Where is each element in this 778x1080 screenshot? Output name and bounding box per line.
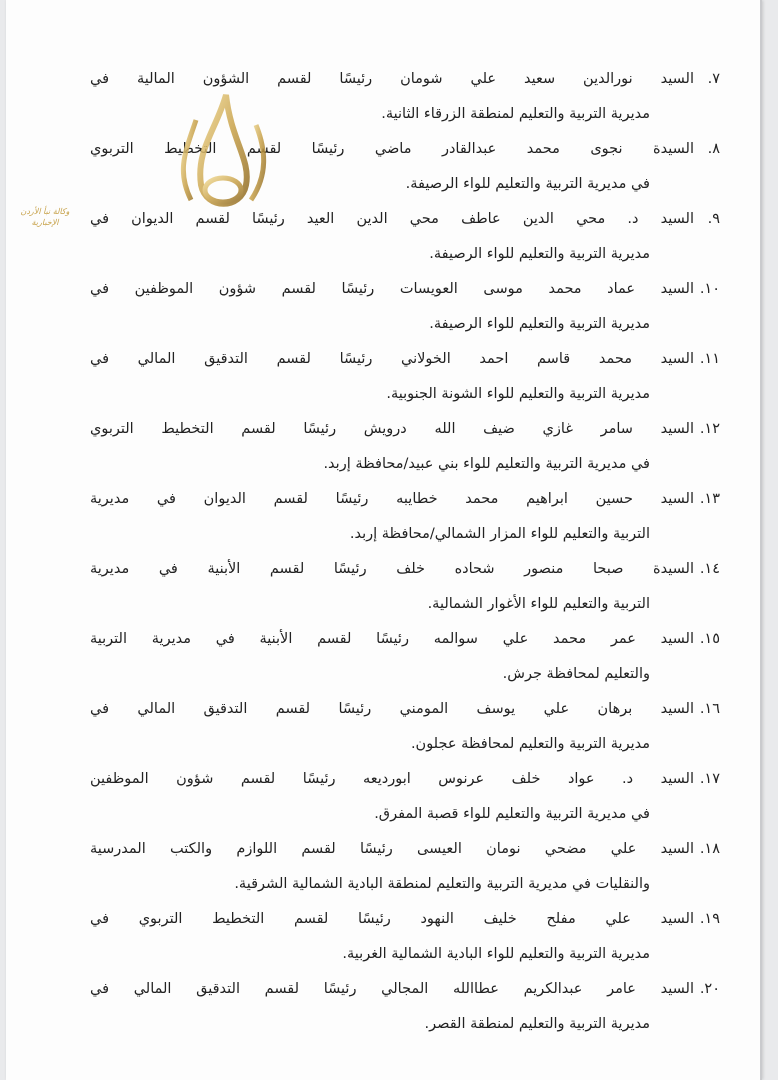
item-number: ١٥. — [699, 631, 720, 647]
item-number: ١٠. — [699, 281, 720, 297]
item-text-line-1: السيد د. عواد خلف عرنوس ابورديعه رئيسًا لقسم شؤون الموظفين — [90, 771, 694, 787]
item-text-line-2: التربية والتعليم للواء الأغوار الشمالية. — [427, 596, 650, 612]
item-text-line-1: السيد عمر محمد علي سوالمه رئيسًا لقسم الأبنية في مديرية التربية — [90, 631, 694, 647]
item-text-line-2: مديرية التربية والتعليم للواء الرصيفة. — [429, 316, 650, 332]
item-number: ١٨. — [699, 841, 720, 857]
item-number: ١٩. — [699, 911, 720, 927]
item-number: ١٢. — [699, 421, 720, 437]
item-number: ٨. — [707, 141, 720, 157]
item-number: ٢٠. — [699, 981, 720, 997]
list-item — [90, 692, 720, 762]
item-number: ٩. — [707, 211, 720, 227]
list-item — [90, 972, 720, 1042]
item-text-line-1: السيد حسين ابراهيم محمد خطايبه رئيسًا لقسم الديوان في مديرية — [90, 491, 694, 507]
item-number: ٧. — [707, 71, 720, 87]
item-number: ١٧. — [699, 771, 720, 787]
item-text-line-2: في مديرية التربية والتعليم للواء قصبة المفرق. — [374, 806, 650, 822]
list-item — [90, 272, 720, 342]
item-number: ١٤. — [699, 561, 720, 577]
list-item — [90, 342, 720, 412]
item-text-line-1: السيدة نجوى محمد عبدالقادر ماضي رئيسًا لقسم التخطيط التربوي — [90, 141, 694, 157]
item-text-line-2: والتعليم لمحافظة جرش. — [502, 666, 650, 682]
item-text-line-2: في مديرية التربية والتعليم للواء بني عبيد/محافظة إربد. — [323, 456, 650, 472]
list-item — [90, 552, 720, 622]
item-text-line-2: مديرية التربية والتعليم لمحافظة عجلون. — [410, 736, 650, 752]
item-text-line-2: مديرية التربية والتعليم لمنطقة القصر. — [424, 1016, 650, 1032]
item-number: ١١. — [699, 351, 720, 367]
document-page — [6, 0, 762, 1080]
item-text-line-1: السيد سامر غازي ضيف الله درويش رئيسًا لقسم التخطيط التربوي — [90, 421, 694, 437]
item-text-line-1: السيد علي مضحي نومان العيسى رئيسًا لقسم اللوازم والكتب المدرسية — [90, 841, 694, 857]
item-text-line-1: السيد عامر عبدالكريم عطاالله المجالي رئيسًا لقسم التدقيق المالي في — [90, 981, 694, 997]
item-text-line-1: السيد نورالدين سعيد علي شومان رئيسًا لقسم الشؤون المالية في — [90, 71, 694, 87]
list-item — [90, 482, 720, 552]
list-item — [90, 622, 720, 692]
watermark-caption: وكالة نبأ الأردن الإخبارية — [20, 207, 70, 227]
list-item — [90, 762, 720, 832]
list-item — [90, 412, 720, 482]
news-agency-logo-watermark — [156, 90, 286, 220]
item-text-line-2: التربية والتعليم للواء المزار الشمالي/محافظة إربد. — [349, 526, 650, 542]
item-number: ١٦. — [699, 701, 720, 717]
item-text-line-2: والنقليات في مديرية التربية والتعليم لمنطقة البادية الشمالية الشرقية. — [234, 876, 650, 892]
item-number: ١٣. — [699, 491, 720, 507]
list-item — [90, 902, 720, 972]
item-text-line-1: السيد علي مفلح خليف النهود رئيسًا لقسم التخطيط التربوي في — [90, 911, 694, 927]
list-item — [90, 832, 720, 902]
item-text-line-2: مديرية التربية والتعليم للواء الرصيفة. — [429, 246, 650, 262]
item-text-line-2: في مديرية التربية والتعليم للواء الرصيفة. — [405, 176, 650, 192]
item-text-line-2: مديرية التربية والتعليم للواء الشونة الجنوبية. — [386, 386, 650, 402]
item-text-line-2: مديرية التربية والتعليم لمنطقة الزرقاء الثانية. — [381, 106, 650, 122]
item-text-line-1: السيد برهان علي يوسف المومني رئيسًا لقسم التدقيق المالي في — [90, 701, 694, 717]
item-text-line-1: السيد محمد قاسم احمد الخولاني رئيسًا لقسم التدقيق المالي في — [90, 351, 694, 367]
item-text-line-1: السيدة صبحا منصور شحاده خلف رئيسًا لقسم الأبنية في مديرية — [90, 561, 694, 577]
item-text-line-1: السيد عماد محمد موسى العويسات رئيسًا لقسم شؤون الموظفين في — [90, 281, 694, 297]
item-text-line-1: السيد د. محي الدين عاطف محي الدين العيد رئيسًا لقسم الديوان في — [90, 211, 694, 227]
item-text-line-2: مديرية التربية والتعليم للواء البادية الشمالية الغربية. — [342, 946, 650, 962]
